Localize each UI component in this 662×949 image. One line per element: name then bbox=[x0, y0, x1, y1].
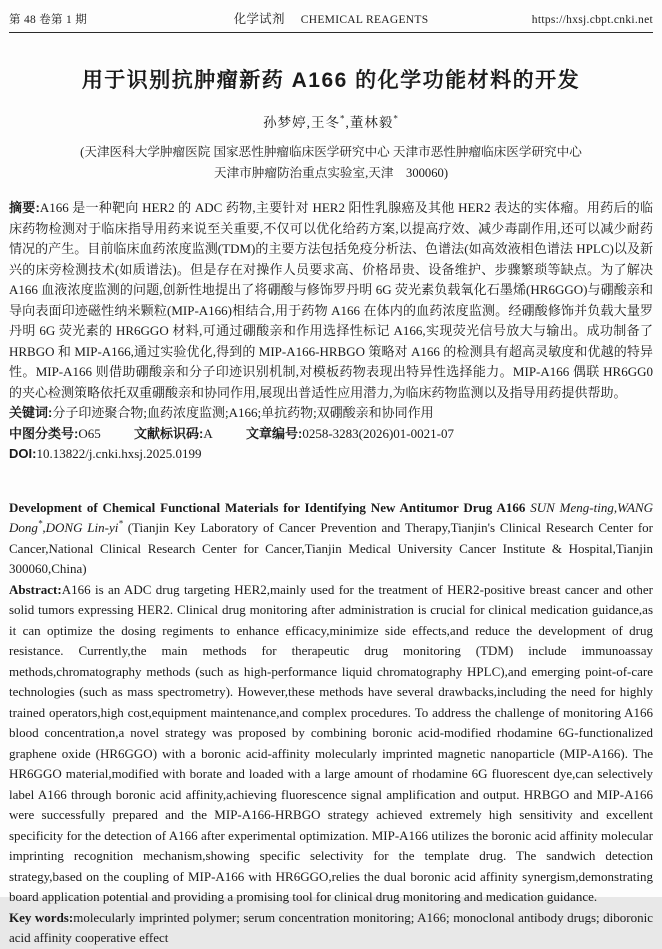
keywords-cn-label: 关键词: bbox=[9, 405, 53, 420]
affiliation-cn-line2: 天津市肿瘤防治重点实验室,天津 300060) bbox=[213, 166, 449, 180]
keywords-en bbox=[9, 908, 653, 949]
doi-label: DOI: bbox=[9, 446, 37, 461]
article-id: 文章编号:0258-3283(2026)01-0021-07 bbox=[245, 425, 454, 441]
document-code: 文献标识码:A bbox=[133, 425, 213, 441]
english-title-block bbox=[9, 498, 653, 580]
abstract-en bbox=[9, 580, 653, 908]
doi-value: 10.13822/j.cnki.hxsj.2025.0199 bbox=[36, 446, 202, 461]
abstract-cn-label: 摘要: bbox=[9, 200, 40, 215]
corresponding-author-mark: * bbox=[118, 518, 123, 529]
authors-cn bbox=[9, 111, 653, 131]
article-meta bbox=[9, 424, 653, 445]
doi bbox=[9, 444, 653, 465]
keywords-en-text: molecularly imprinted polymer; serum concentration monitoring; A166; monoclonal antibody drugs; diboronic acid affinity cooperative effect bbox=[9, 909, 653, 945]
abstract-cn-text: A166 是一种靶向 HER2 的 ADC 药物,主要针对 HER2 阳性乳腺癌及其他 HER2 表达的实体瘤。用药后的临床药物检测对于临床指导用药来说至关重要,不仅可以优化给药方案,以提高疗效、减少毒副作用,还可以减少耐药情况的产生。目前临床血药浓度监测(TDM)的主要方法包括免疫分析法、色谱法(如高效液相色谱法 HPLC)以及新兴的床旁检测技术(如质谱法)。但是存在对操作人员要求高、价格昂贵、设备维护、步骤繁琐等缺点。为了解决 A166 血液浓度监测的问题,创新性地提出了将硼酸与修饰罗丹明 6G 荧光素负载氧化石墨烯(HR6GGO)与硼酸亲和导向表面印迹磁性纳米颗粒(MIP-A166)相结合,用于药物 A166 在体内的血药浓度监测。经硼酸修饰并负载大量罗丹明 6G 荧光素的 HR6GGO 材料,可通过硼酸亲和作用选择性标记 A166,实现荧光信号放大与输出。成功制备了 HRBGO 和 MIP-A166,通过实验优化,得到的 MIP-A166-HRBGO 策略对 A166 的检测具有超高灵敏度和优越的特异性。MIP-A166 则借助硼酸亲和分子印迹识别机制,对模板药物表现出特异性选择能力。MIP-A166 偶联 HR6GG0 的夹心检测策略依托双重硼酸亲和协同作用,展现出普适性应用潜力,为临床药物监测以及指导用药提供帮助。 bbox=[9, 200, 653, 400]
corresponding-author-mark: * bbox=[393, 113, 399, 124]
affiliation-cn bbox=[9, 142, 653, 184]
author-cn: ,王冬* bbox=[306, 113, 346, 130]
keywords-en-label: Key words: bbox=[9, 909, 74, 925]
english-section bbox=[9, 498, 653, 949]
abstract-en-label: Abstract: bbox=[9, 581, 62, 597]
affiliation-en: (Tianjin Key Laboratory of Cancer Prevention and Therapy,Tianjin's Clinical Research Center for Cancer,National Clinical Research Center for Cancer,Tianjin Medical University Cancer Institute & Hospital,Tianjin 300060,China) bbox=[9, 520, 654, 576]
journal-name bbox=[234, 9, 429, 27]
authors-en: SUN Meng-ting,WANG Dong*,DONG Lin-yi* bbox=[9, 499, 653, 535]
author-cn: ,董林毅* bbox=[345, 113, 399, 130]
keywords-cn bbox=[9, 403, 653, 424]
clc-number: 中图分类号:O65 bbox=[9, 425, 101, 441]
corresponding-author-mark: * bbox=[340, 113, 346, 124]
author-cn: 孙梦婷 bbox=[263, 115, 307, 130]
running-head bbox=[9, 0, 653, 33]
issue-info: 第 48 卷第 1 期 bbox=[9, 14, 88, 26]
corresponding-author-mark: * bbox=[37, 518, 43, 529]
article-title-cn: 用于识别抗肿瘤新药 A166 的化学功能材料的开发 bbox=[81, 69, 581, 92]
journal-url: https://hxsj.cbpt.cnki.net bbox=[531, 14, 653, 26]
abstract-cn bbox=[9, 198, 653, 403]
keywords-cn-text: 分子印迹聚合物;血药浓度监测;A166;单抗药物;双硼酸亲和协同作用 bbox=[52, 405, 434, 420]
affiliation-cn-line1: (天津医科大学肿瘤医院 国家恶性肿瘤临床医学研究中心 天津市恶性肿瘤临床医学研究中心 bbox=[80, 145, 582, 159]
journal-name-cn: 化学试剂 bbox=[233, 12, 285, 26]
journal-name-en: CHEMICAL REAGENTS bbox=[300, 14, 429, 26]
abstract-en-text: A166 is an ADC drug targeting HER2,mainly used for the treatment of HER2-positive breast cancer and other solid tumors expressing HER2. Clinical drug monitoring after administration is crucial for clinical medication guidance,as it can optimize the dosing regiments to enhance efficacy,minimize side effects,and reduce the development of drug resistance. Currently,the main methods for therapeutic drug monitoring (TDM) include immunoassay methods,chromatography methods (such as high-performance liquid chromatography HPLC),and emerging point-of-care technologies (such as mass spectrometry). However,these methods have several drawbacks,including the need for highly trained operators,high cost,equipment maintenance,and complex procedures. To address the challenge of monitoring A166 blood concentration,a novel strategy was proposed by combining boronic acid-modified rhodamine 6G-functionalized graphene oxide (HR6GGO) with a boronic acid-affinity molecularly imprinted magnetic nanoparticle (MIP-A166). The HR6GGO material,modified with borate and loaded with a large amount of rhodamine 6G fluorescent dye,can selectively label A166 through boronic acid affinity,achieving fluorescence signal amplification and output. HRBGO and MIP-A166 were successfully prepared and the MIP-A166-HRBGO strategy achieved extremely high sensitivity and excellent specificity for the detection of A166 after experimental optimization. MIP-A166 utilizes the boronic acid affinity molecular imprinting recognition mechanism,showing specific selectivity for the template drug. The sandwich detection strategy,based on the coupling of MIP-A166 with HR6GGO,relies the dual boronic acid affinity synergism,demonstrating board application potential and providing a promising tool for clinical drug monitoring and medication guidance. bbox=[9, 581, 653, 904]
article-title-en: Development of Chemical Functional Materials for Identifying New Antitumor Drug A166 bbox=[9, 499, 526, 515]
